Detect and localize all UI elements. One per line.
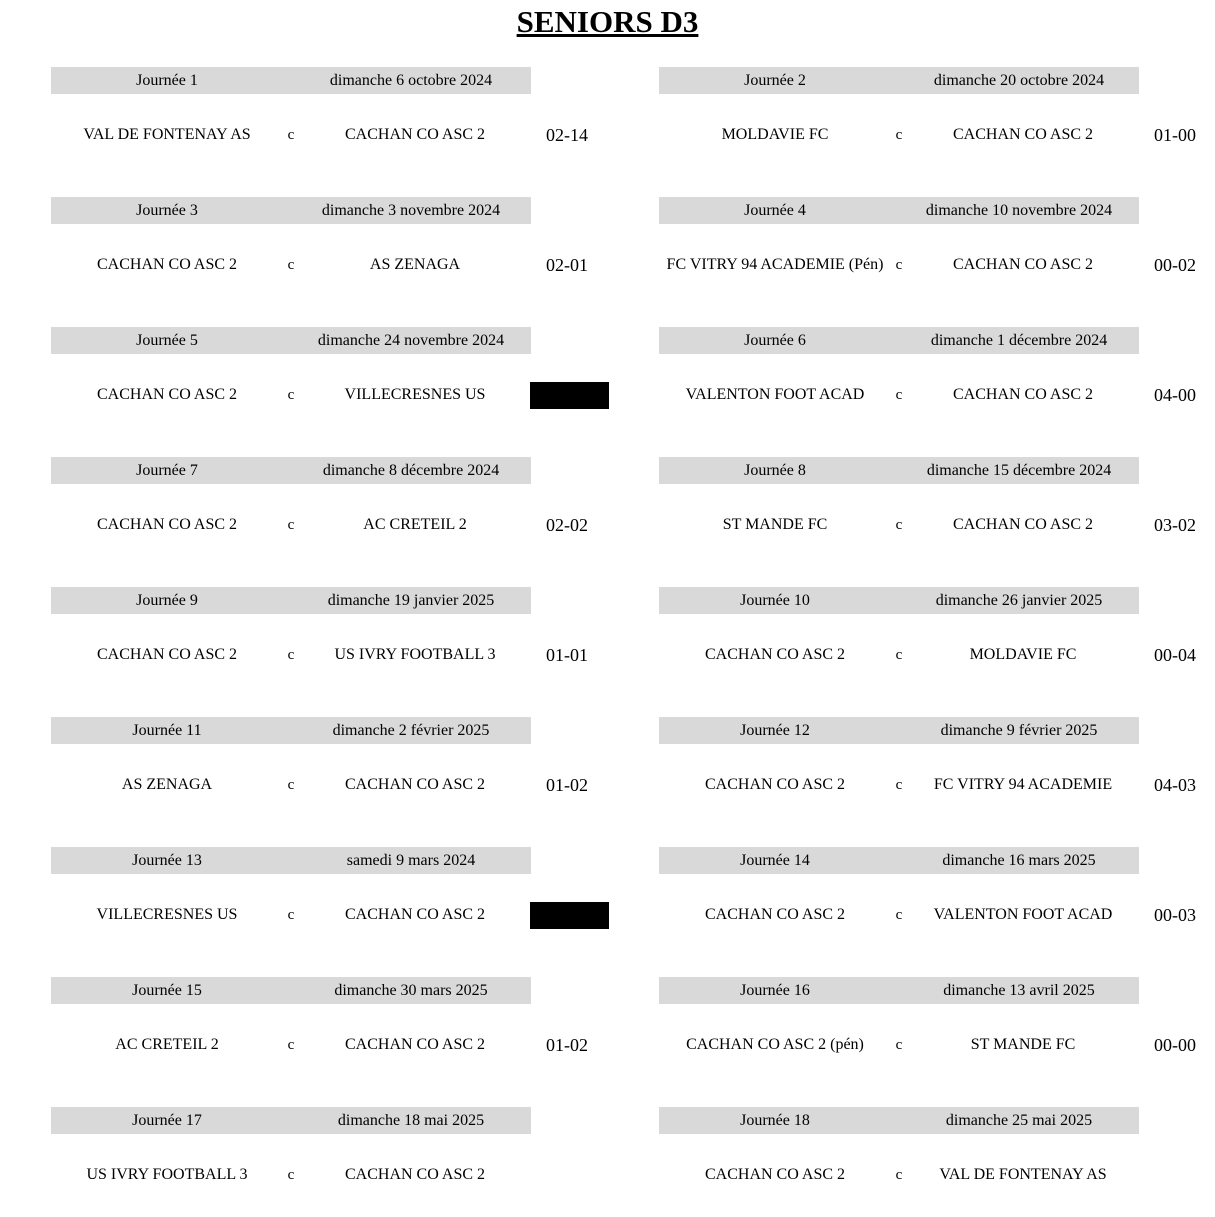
redacted-score — [530, 382, 609, 409]
matchday-label: Journée 5 — [136, 332, 198, 349]
home-team: US IVRY FOOTBALL 3 — [86, 1166, 248, 1183]
match-date: samedi 9 mars 2024 — [346, 852, 476, 869]
home-team: AC CRETEIL 2 — [115, 1036, 219, 1053]
away-team: US IVRY FOOTBALL 3 — [334, 646, 496, 663]
away-team: CACHAN CO ASC 2 — [952, 256, 1094, 273]
match-row — [659, 773, 1215, 797]
home-team: FC VITRY 94 ACADEMIE (Pén) — [666, 256, 884, 273]
match-date: dimanche 25 mai 2025 — [945, 1112, 1093, 1129]
match-header — [659, 977, 1139, 1004]
versus-marker: c — [287, 777, 295, 793]
matchday-label: Journée 2 — [744, 72, 806, 89]
matchday-label: Journée 8 — [744, 462, 806, 479]
match-date: dimanche 18 mai 2025 — [337, 1112, 485, 1129]
match-row — [51, 513, 611, 537]
matchday-label: Journée 1 — [136, 72, 198, 89]
away-team: CACHAN CO ASC 2 — [344, 1036, 486, 1053]
versus-marker: c — [287, 387, 295, 403]
away-team: ST MANDE FC — [970, 1036, 1076, 1053]
away-team: CACHAN CO ASC 2 — [952, 516, 1094, 533]
match-date: dimanche 8 décembre 2024 — [322, 462, 500, 479]
match-header — [51, 847, 531, 874]
home-team: CACHAN CO ASC 2 — [704, 776, 846, 793]
match-date: dimanche 9 février 2025 — [940, 722, 1098, 739]
home-team: CACHAN CO ASC 2 — [96, 256, 238, 273]
match-block — [51, 197, 611, 307]
match-score: 01-02 — [546, 775, 588, 795]
home-team: CACHAN CO ASC 2 — [96, 516, 238, 533]
match-score: 01-02 — [546, 1035, 588, 1055]
away-team: AS ZENAGA — [369, 256, 461, 273]
match-block — [659, 67, 1215, 177]
match-date: dimanche 20 octobre 2024 — [933, 72, 1105, 89]
match-date: dimanche 26 janvier 2025 — [935, 592, 1103, 609]
match-date: dimanche 24 novembre 2024 — [317, 332, 505, 349]
match-block — [659, 327, 1215, 437]
versus-marker: c — [895, 387, 903, 403]
versus-marker: c — [287, 1167, 295, 1183]
home-team: VILLECRESNES US — [96, 906, 238, 923]
match-header — [659, 67, 1139, 94]
match-row — [51, 1033, 611, 1057]
match-header — [659, 717, 1139, 744]
matchday-label: Journée 12 — [740, 722, 810, 739]
matchday-label: Journée 17 — [132, 1112, 202, 1129]
matchday-label: Journée 15 — [132, 982, 202, 999]
match-block — [659, 847, 1215, 957]
match-row — [659, 513, 1215, 537]
match-score: 01-00 — [1154, 125, 1196, 145]
match-header — [51, 67, 531, 94]
home-team: CACHAN CO ASC 2 — [704, 1166, 846, 1183]
matchday-label: Journée 13 — [132, 852, 202, 869]
match-header — [51, 457, 531, 484]
match-row — [51, 123, 611, 147]
match-header — [51, 717, 531, 744]
versus-marker: c — [895, 907, 903, 923]
match-date: dimanche 2 février 2025 — [332, 722, 490, 739]
match-row — [659, 123, 1215, 147]
match-row — [659, 383, 1215, 407]
match-header — [51, 327, 531, 354]
match-date: dimanche 30 mars 2025 — [334, 982, 488, 999]
match-date: dimanche 3 novembre 2024 — [321, 202, 501, 219]
away-team: FC VITRY 94 ACADEMIE — [933, 776, 1113, 793]
match-block — [51, 847, 611, 957]
away-team: CACHAN CO ASC 2 — [344, 1166, 486, 1183]
matchday-label: Journée 16 — [740, 982, 810, 999]
match-row — [51, 1163, 611, 1187]
match-block — [51, 587, 611, 697]
match-score: 02-14 — [546, 125, 588, 145]
match-row — [659, 1163, 1215, 1187]
matchday-label: Journée 3 — [136, 202, 198, 219]
match-header — [51, 1107, 531, 1134]
match-row — [51, 903, 611, 927]
matchday-label: Journée 10 — [740, 592, 810, 609]
match-date: dimanche 1 décembre 2024 — [930, 332, 1108, 349]
match-score: 00-00 — [1154, 1035, 1196, 1055]
match-score: 01-01 — [546, 645, 588, 665]
home-team: ST MANDE FC — [722, 516, 828, 533]
versus-marker: c — [287, 907, 295, 923]
versus-marker: c — [895, 517, 903, 533]
match-score: 03-02 — [1154, 515, 1196, 535]
match-row — [659, 253, 1215, 277]
match-header — [659, 327, 1139, 354]
match-date: dimanche 10 novembre 2024 — [925, 202, 1113, 219]
away-team: CACHAN CO ASC 2 — [952, 126, 1094, 143]
versus-marker: c — [895, 777, 903, 793]
match-block — [51, 1107, 611, 1217]
match-score: 00-03 — [1154, 905, 1196, 925]
versus-marker: c — [895, 127, 903, 143]
home-team: CACHAN CO ASC 2 — [96, 646, 238, 663]
match-score: 02-02 — [546, 515, 588, 535]
match-header — [659, 457, 1139, 484]
home-team: CACHAN CO ASC 2 — [704, 646, 846, 663]
match-score: 00-04 — [1154, 645, 1196, 665]
matchday-label: Journée 9 — [136, 592, 198, 609]
match-date: dimanche 13 avril 2025 — [943, 982, 1095, 999]
match-row — [659, 643, 1215, 667]
match-row — [51, 383, 611, 407]
match-header — [659, 197, 1139, 224]
home-team: VAL DE FONTENAY AS — [83, 126, 251, 143]
match-header — [51, 977, 531, 1004]
matchday-label: Journée 6 — [744, 332, 806, 349]
match-row — [51, 253, 611, 277]
match-block — [51, 327, 611, 437]
match-date: dimanche 16 mars 2025 — [942, 852, 1096, 869]
matchday-label: Journée 18 — [740, 1112, 810, 1129]
match-header — [659, 847, 1139, 874]
home-team: CACHAN CO ASC 2 (pén) — [686, 1036, 864, 1053]
home-team: VALENTON FOOT ACAD — [685, 386, 865, 403]
away-team: CACHAN CO ASC 2 — [952, 386, 1094, 403]
match-score: 02-01 — [546, 255, 588, 275]
match-block — [51, 977, 611, 1087]
matchday-label: Journée 7 — [136, 462, 198, 479]
versus-marker: c — [895, 647, 903, 663]
match-block — [659, 587, 1215, 697]
match-header — [51, 197, 531, 224]
match-score: 00-02 — [1154, 255, 1196, 275]
versus-marker: c — [287, 517, 295, 533]
match-header — [659, 1107, 1139, 1134]
match-block — [51, 457, 611, 567]
match-block — [51, 717, 611, 827]
versus-marker: c — [287, 1037, 295, 1053]
home-team: MOLDAVIE FC — [721, 126, 829, 143]
redacted-score — [530, 902, 609, 929]
match-row — [51, 773, 611, 797]
match-row — [659, 1033, 1215, 1057]
match-row — [51, 643, 611, 667]
match-score: 04-03 — [1154, 775, 1196, 795]
away-team: VALENTON FOOT ACAD — [933, 906, 1113, 923]
versus-marker: c — [895, 257, 903, 273]
match-row — [659, 903, 1215, 927]
matchday-label: Journée 4 — [744, 202, 806, 219]
home-team: CACHAN CO ASC 2 — [704, 906, 846, 923]
away-team: VILLECRESNES US — [344, 386, 486, 403]
away-team: CACHAN CO ASC 2 — [344, 126, 486, 143]
away-team: VAL DE FONTENAY AS — [939, 1166, 1107, 1183]
away-team: CACHAN CO ASC 2 — [344, 906, 486, 923]
versus-marker: c — [287, 127, 295, 143]
away-team: AC CRETEIL 2 — [363, 516, 467, 533]
versus-marker: c — [287, 647, 295, 663]
home-team: CACHAN CO ASC 2 — [96, 386, 238, 403]
match-header — [51, 587, 531, 614]
match-block — [659, 457, 1215, 567]
versus-marker: c — [895, 1167, 903, 1183]
away-team: CACHAN CO ASC 2 — [344, 776, 486, 793]
match-block — [659, 1107, 1215, 1217]
page-title: SENIORS D3 — [516, 4, 699, 39]
match-score: 04-00 — [1154, 385, 1196, 405]
versus-marker: c — [287, 257, 295, 273]
home-team: AS ZENAGA — [121, 776, 213, 793]
match-block — [51, 67, 611, 177]
away-team: MOLDAVIE FC — [969, 646, 1077, 663]
match-date: dimanche 19 janvier 2025 — [327, 592, 495, 609]
match-block — [659, 197, 1215, 307]
match-date: dimanche 15 décembre 2024 — [926, 462, 1112, 479]
match-block — [659, 977, 1215, 1087]
match-header — [659, 587, 1139, 614]
match-block — [659, 717, 1215, 827]
matchday-label: Journée 11 — [132, 722, 202, 739]
matchday-label: Journée 14 — [740, 852, 810, 869]
match-date: dimanche 6 octobre 2024 — [329, 72, 493, 89]
versus-marker: c — [895, 1037, 903, 1053]
